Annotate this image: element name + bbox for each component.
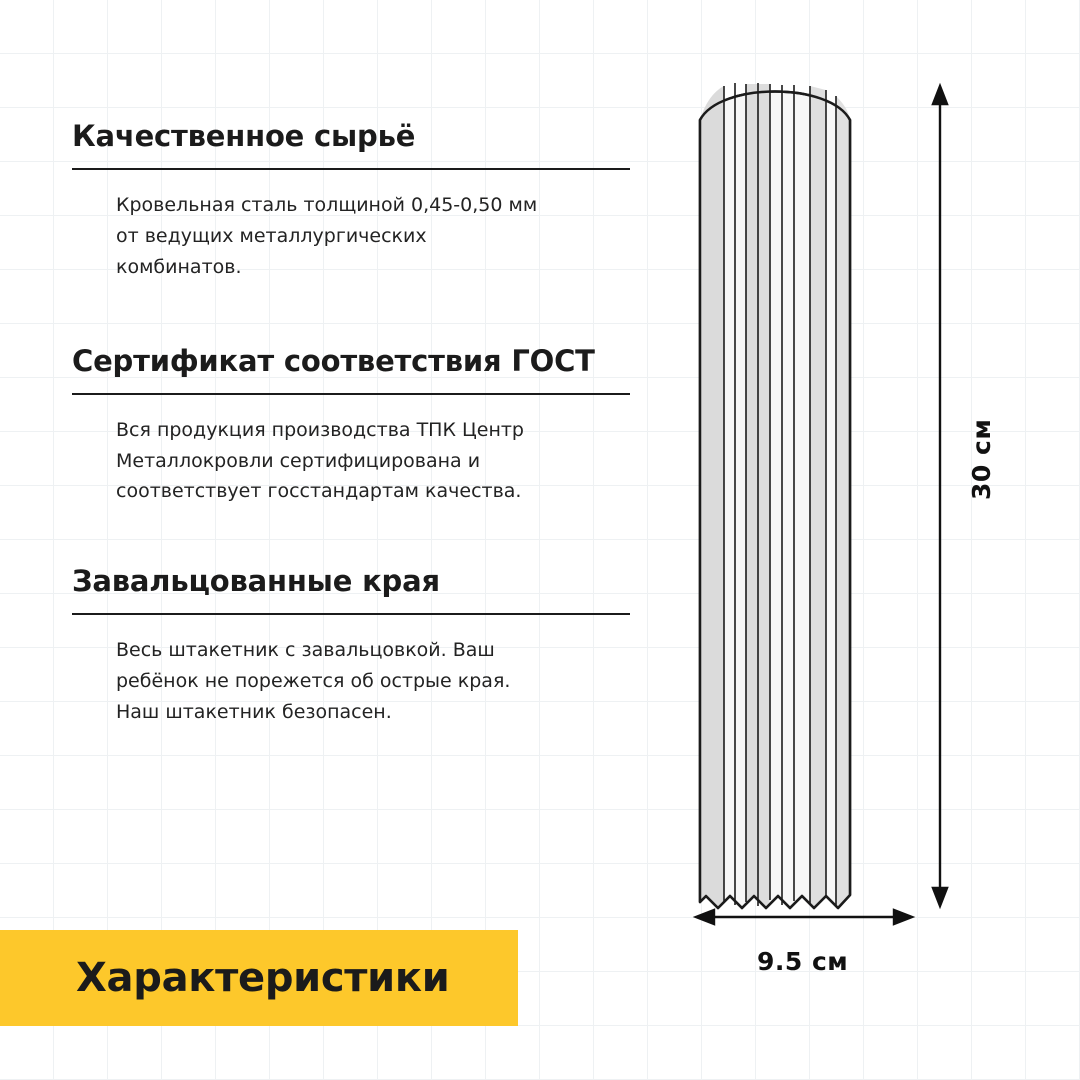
height-dimension-arrow: [933, 86, 947, 906]
feature-title: Завальцованные края: [72, 564, 440, 599]
banner-label: Характеристики: [76, 955, 450, 1001]
characteristics-banner: [0, 930, 518, 1026]
feature-divider: [72, 168, 630, 170]
feature-description: Кровельная сталь толщиной 0,45-0,50 мм от ведущих металлургических комбинатов.: [116, 194, 538, 278]
feature-title: Качественное сырьё: [72, 119, 416, 153]
feature-divider: [72, 613, 630, 615]
feature-title: Сертификат соответствия ГОСТ: [72, 343, 595, 378]
feature-list: [72, 118, 632, 784]
feature-description: Вся продукция производства ТПК Центр Металлокровли сертифицирована и соответствует госстандартам качества.: [116, 418, 524, 503]
feature-divider: [72, 393, 630, 395]
product-diagram: [660, 60, 1060, 980]
feature-item-gost-certificate: [72, 343, 632, 508]
width-dimension-arrow: [696, 910, 912, 924]
feature-item-rolled-edges: [72, 563, 632, 728]
height-dimension-label: 30 см: [967, 418, 996, 500]
feature-description: Весь штакетник с завальцовкой. Ваш ребёнок не порежется об острые края. Наш штакетник безопасен.: [116, 639, 511, 723]
width-dimension-label: 9.5 см: [757, 947, 849, 976]
feature-item-quality-raw-material: [72, 118, 632, 283]
picket-profile-shape: [700, 83, 850, 908]
